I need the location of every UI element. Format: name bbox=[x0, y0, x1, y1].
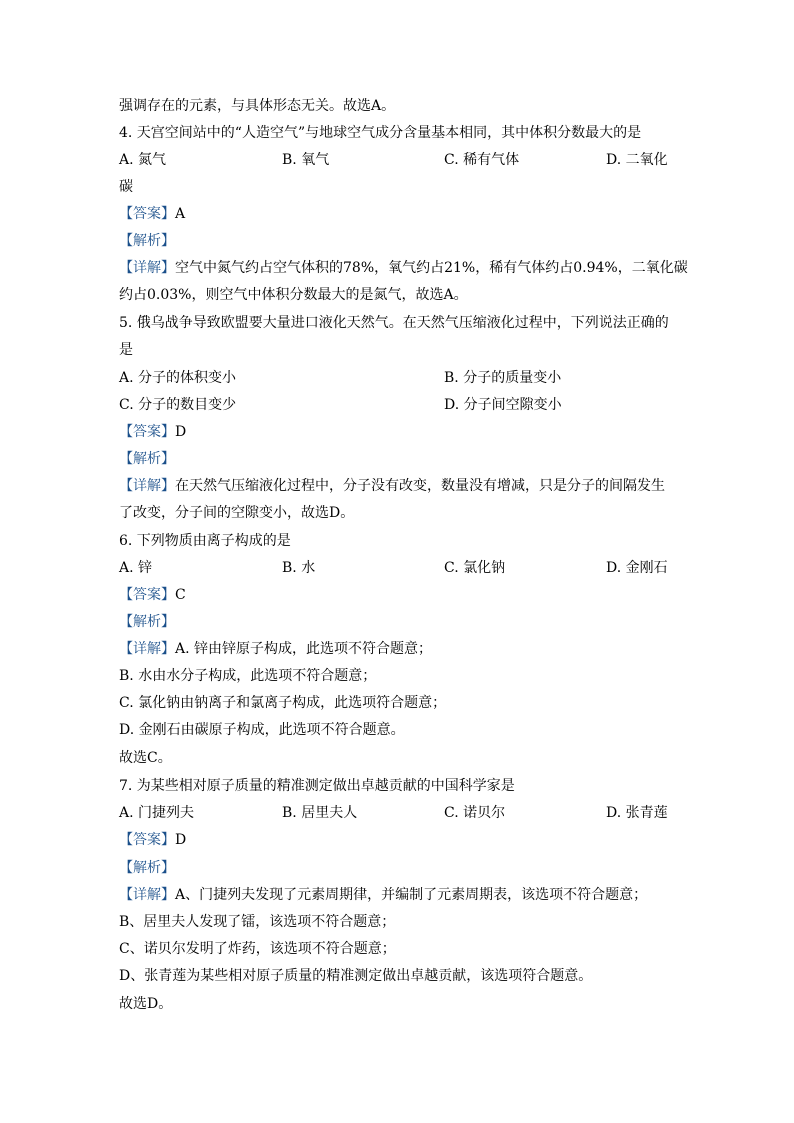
q6-conclusion: 故选C。 bbox=[119, 750, 172, 766]
q5-detail-line-1 bbox=[119, 476, 665, 496]
q4-detail-line-1 bbox=[119, 258, 688, 278]
q7-option-d: D. 张青莲 bbox=[606, 805, 668, 821]
q6-stem: 6. 下列物质由离子构成的是 bbox=[119, 533, 291, 549]
q5-stem-2: 是 bbox=[119, 342, 133, 358]
q5-detail-line-2: 了改变，分子间的空隙变小，故选D。 bbox=[119, 505, 355, 521]
q5-detail-1: 在天然气压缩液化过程中，分子没有改变，数量没有增减，只是分子的间隔发生 bbox=[175, 478, 665, 494]
answer-tag: 【答案】 bbox=[119, 587, 175, 603]
q7-detail-line-3: C、诺贝尔发明了炸药，该选项不符合题意； bbox=[119, 941, 396, 957]
detail-tag: 【详解】 bbox=[119, 887, 175, 903]
q6-option-c: C. 氯化钠 bbox=[444, 560, 506, 576]
q7-option-b: B. 居里夫人 bbox=[282, 805, 358, 821]
q6-answer-line bbox=[119, 585, 186, 605]
q6-detail-line-3: C. 氯化钠由钠离子和氯离子构成，此选项符合题意； bbox=[119, 695, 447, 711]
answer-tag: 【答案】 bbox=[119, 832, 175, 848]
q4-detail-1: 空气中氮气约占空气体积的78%，氧气约占21%，稀有气体约占0.94%，二氧化碳 bbox=[175, 260, 688, 276]
q5-option-b: B. 分子的质量变小 bbox=[444, 370, 562, 386]
q4-option-c: C. 稀有气体 bbox=[444, 152, 520, 168]
q4-detail-line-2: 约占0.03%，则空气中体积分数最大的是氮气，故选A。 bbox=[119, 287, 468, 303]
q6-detail-line-4: D. 金刚石由碳原子构成，此选项不符合题意。 bbox=[119, 722, 405, 738]
q6-analysis-tag: 【解析】 bbox=[119, 614, 175, 630]
detail-tag: 【详解】 bbox=[119, 641, 175, 657]
q7-detail-line-4: D、张青莲为某些相对原子质量的精准测定做出卓越贡献，该选项符合题意。 bbox=[119, 968, 593, 984]
q7-stem: 7. 为某些相对原子质量的精准测定做出卓越贡献的中国科学家是 bbox=[119, 778, 515, 794]
answer-tag: 【答案】 bbox=[119, 206, 175, 222]
q6-answer: C bbox=[175, 587, 186, 603]
detail-tag: 【详解】 bbox=[119, 478, 175, 494]
answer-tag: 【答案】 bbox=[119, 424, 175, 440]
q7-answer: D bbox=[175, 832, 187, 848]
q6-detail-line-2: B. 水由水分子构成，此选项不符合题意； bbox=[119, 668, 377, 684]
q6-option-a: A. 锌 bbox=[119, 560, 153, 576]
q4-option-d-wrap: 碳 bbox=[119, 179, 133, 195]
q4-answer-line bbox=[119, 204, 185, 224]
q4-option-b: B. 氧气 bbox=[282, 152, 330, 168]
q7-detail-line-2: B、居里夫人发现了镭，该选项不符合题意； bbox=[119, 914, 396, 930]
q4-option-a: A. 氮气 bbox=[119, 152, 167, 168]
q5-answer: D bbox=[175, 424, 187, 440]
detail-tag: 【详解】 bbox=[119, 260, 175, 276]
q7-detail-line-1 bbox=[119, 885, 647, 905]
q7-answer-line bbox=[119, 830, 186, 850]
q4-answer: A bbox=[175, 206, 186, 222]
q4-analysis-tag: 【解析】 bbox=[119, 233, 175, 249]
q6-detail-line-1 bbox=[119, 639, 432, 659]
q6-option-b: B. 水 bbox=[282, 560, 316, 576]
q5-option-d: D. 分子间空隙变小 bbox=[444, 397, 562, 413]
q7-detail-1: A、门捷列夫发现了元素周期律，并编制了元素周期表，该选项不符合题意； bbox=[175, 887, 648, 903]
q5-analysis-tag: 【解析】 bbox=[119, 451, 175, 467]
q5-stem-1: 5. 俄乌战争导致欧盟要大量进口液化天然气。在天然气压缩液化过程中，下列说法正确的 bbox=[119, 315, 669, 331]
q6-option-d: D. 金刚石 bbox=[606, 560, 668, 576]
q4-option-d: D. 二氧化 bbox=[606, 152, 668, 168]
q6-detail-1: A. 锌由锌原子构成，此选项不符合题意； bbox=[175, 641, 433, 657]
q7-analysis-tag: 【解析】 bbox=[119, 860, 175, 876]
q4-stem: 4. 天宫空间站中的“人造空气”与地球空气成分含量基本相同，其中体积分数最大的是 bbox=[119, 125, 642, 141]
intro-text: 强调存在的元素，与具体形态无关。故选A。 bbox=[119, 98, 396, 114]
q7-option-c: C. 诺贝尔 bbox=[444, 805, 506, 821]
q7-conclusion: 故选D。 bbox=[119, 996, 173, 1012]
q7-option-a: A. 门捷列夫 bbox=[119, 805, 195, 821]
q5-option-a: A. 分子的体积变小 bbox=[119, 370, 237, 386]
q5-answer-line bbox=[119, 422, 186, 442]
q5-option-c: C. 分子的数目变少 bbox=[119, 397, 237, 413]
